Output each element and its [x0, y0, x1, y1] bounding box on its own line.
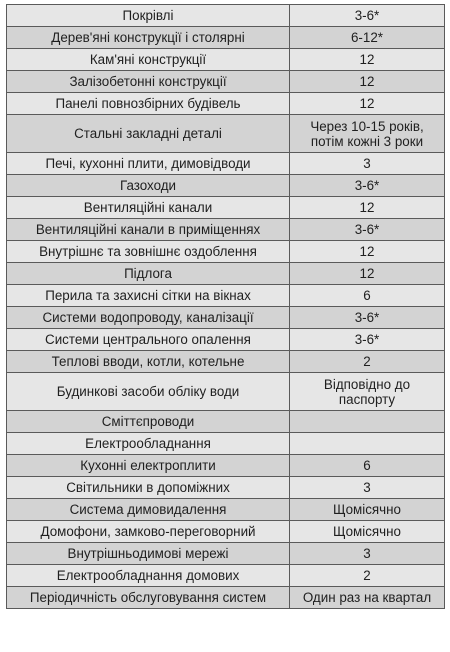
element-name-cell: Стальні закладні деталі	[7, 115, 290, 153]
element-name-cell: Газоходи	[7, 175, 290, 197]
element-name-cell: Печі, кухонні плити, димовідводи	[7, 153, 290, 175]
table-row	[7, 477, 445, 499]
table-row	[7, 373, 445, 411]
table-row	[7, 27, 445, 49]
element-name-cell: Панелі повнозбірних будівель	[7, 93, 290, 115]
table-row	[7, 285, 445, 307]
period-cell: 2	[290, 565, 445, 587]
table-row	[7, 565, 445, 587]
element-name-cell: Система димовидалення	[7, 499, 290, 521]
period-cell: 12	[290, 49, 445, 71]
table-row	[7, 219, 445, 241]
table-row	[7, 521, 445, 543]
period-cell: 3-6*	[290, 219, 445, 241]
period-cell: Через 10-15 років, потім кожні 3 роки	[290, 115, 445, 153]
table-row	[7, 175, 445, 197]
period-cell: 12	[290, 93, 445, 115]
period-cell: Один раз на квартал	[290, 587, 445, 609]
table-row	[7, 499, 445, 521]
element-name-cell: Залізобетонні конструкції	[7, 71, 290, 93]
element-name-cell: Внутрішнє та зовнішнє оздоблення	[7, 241, 290, 263]
period-cell: 12	[290, 197, 445, 219]
element-name-cell: Кухонні електроплити	[7, 455, 290, 477]
table-row	[7, 455, 445, 477]
table-row	[7, 115, 445, 153]
element-name-cell: Сміттєпроводи	[7, 411, 290, 433]
element-name-cell: Світильники в допоміжних	[7, 477, 290, 499]
element-name-cell: Електрообладнання	[7, 433, 290, 455]
period-cell	[290, 433, 445, 455]
table-row	[7, 543, 445, 565]
table-row	[7, 329, 445, 351]
period-cell: 3-6*	[290, 5, 445, 27]
element-name-cell: Вентиляційні канали в приміщеннях	[7, 219, 290, 241]
period-cell: 6-12*	[290, 27, 445, 49]
maintenance-schedule-table	[6, 4, 445, 609]
element-name-cell: Електрообладнання домових	[7, 565, 290, 587]
period-cell: 3	[290, 543, 445, 565]
table-body	[7, 5, 445, 609]
table-row	[7, 241, 445, 263]
period-cell: 3	[290, 153, 445, 175]
period-cell: 6	[290, 285, 445, 307]
element-name-cell: Системи центрального опалення	[7, 329, 290, 351]
period-cell: 6	[290, 455, 445, 477]
table-row	[7, 351, 445, 373]
table-row	[7, 263, 445, 285]
table-row	[7, 49, 445, 71]
element-name-cell: Домофони, замково-переговорний	[7, 521, 290, 543]
period-cell: 12	[290, 71, 445, 93]
element-name-cell: Внутрішньодимові мережі	[7, 543, 290, 565]
table-row	[7, 5, 445, 27]
table-row	[7, 587, 445, 609]
period-cell: Щомісячно	[290, 521, 445, 543]
table-row	[7, 433, 445, 455]
table-row	[7, 411, 445, 433]
element-name-cell: Кам'яні конструкції	[7, 49, 290, 71]
table-row	[7, 153, 445, 175]
table-row	[7, 197, 445, 219]
element-name-cell: Перила та захисні сітки на вікнах	[7, 285, 290, 307]
element-name-cell: Теплові вводи, котли, котельне	[7, 351, 290, 373]
element-name-cell: Періодичність обслуговування систем	[7, 587, 290, 609]
period-cell: 3-6*	[290, 175, 445, 197]
table-row	[7, 71, 445, 93]
period-cell: 3-6*	[290, 329, 445, 351]
period-cell: 3-6*	[290, 307, 445, 329]
period-cell	[290, 411, 445, 433]
period-cell: 2	[290, 351, 445, 373]
table-row	[7, 307, 445, 329]
element-name-cell: Дерев'яні конструкції і столярні	[7, 27, 290, 49]
element-name-cell: Вентиляційні канали	[7, 197, 290, 219]
period-cell: 3	[290, 477, 445, 499]
period-cell: 12	[290, 241, 445, 263]
element-name-cell: Підлога	[7, 263, 290, 285]
element-name-cell: Системи водопроводу, каналізації	[7, 307, 290, 329]
period-cell: 12	[290, 263, 445, 285]
element-name-cell: Будинкові засоби обліку води	[7, 373, 290, 411]
period-cell: Відповідно до паспорту	[290, 373, 445, 411]
table-row	[7, 93, 445, 115]
period-cell: Щомісячно	[290, 499, 445, 521]
element-name-cell: Покрівлі	[7, 5, 290, 27]
